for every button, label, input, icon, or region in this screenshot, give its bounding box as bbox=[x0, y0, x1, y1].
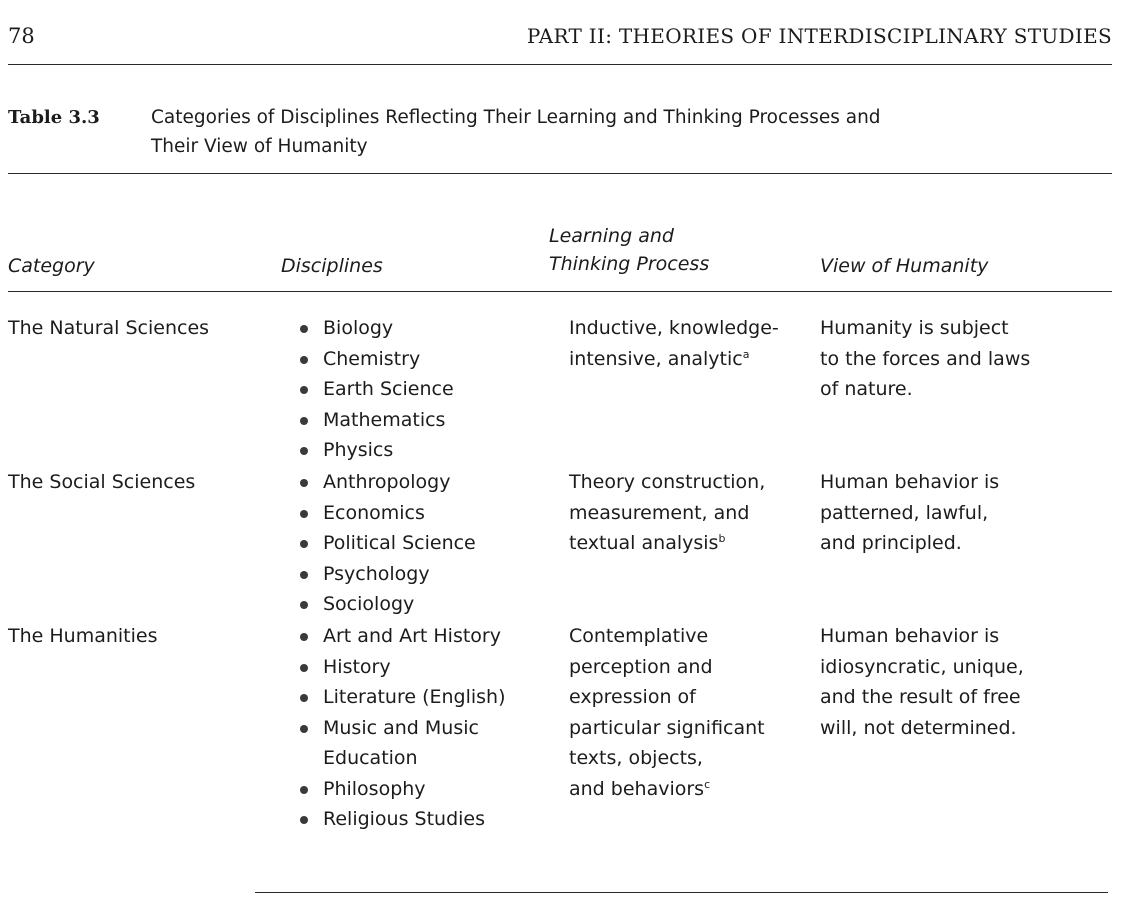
process-line bbox=[569, 313, 807, 344]
view-line: will, not determined. bbox=[820, 716, 1017, 739]
bullet-icon bbox=[300, 386, 308, 394]
process-cell bbox=[569, 313, 807, 374]
discipline-item bbox=[300, 344, 530, 375]
discipline-name: Music and Music bbox=[323, 716, 479, 739]
discipline-item bbox=[300, 374, 530, 405]
discipline-item bbox=[300, 528, 530, 559]
discipline-name: Chemistry bbox=[323, 347, 421, 370]
column-header-process bbox=[549, 222, 779, 278]
bullet-icon bbox=[300, 325, 308, 333]
discipline-item bbox=[300, 652, 530, 683]
discipline-name: Anthropology bbox=[323, 471, 451, 493]
discipline-name: History bbox=[323, 655, 391, 678]
table-title-line: Their View of Humanity bbox=[151, 136, 368, 157]
bullet-icon bbox=[300, 571, 308, 579]
process-line bbox=[569, 621, 807, 652]
bullet-icon bbox=[300, 479, 308, 487]
process-text: Contemplative bbox=[569, 625, 709, 647]
category-cell: The Natural Sciences bbox=[8, 317, 210, 339]
disciplines-list bbox=[300, 313, 530, 466]
process-text: and behaviors bbox=[569, 777, 705, 800]
view-line: of nature. bbox=[820, 378, 913, 400]
process-line bbox=[569, 713, 807, 744]
discipline-item bbox=[300, 435, 530, 466]
process-text: Theory construction, bbox=[569, 471, 766, 493]
process-cell bbox=[569, 467, 807, 559]
process-line bbox=[569, 528, 807, 559]
category-cell: The Social Sciences bbox=[8, 471, 196, 493]
process-text: texts, objects, bbox=[569, 747, 703, 769]
discipline-item bbox=[300, 713, 530, 774]
discipline-name: Earth Science bbox=[323, 378, 454, 400]
table-bottom-rule bbox=[255, 892, 1108, 893]
process-cell bbox=[569, 621, 807, 804]
discipline-name: Psychology bbox=[323, 562, 430, 585]
discipline-item bbox=[300, 589, 530, 620]
discipline-name: Economics bbox=[323, 501, 425, 524]
discipline-item bbox=[300, 498, 530, 529]
page-number: 78 bbox=[8, 24, 35, 48]
process-text: intensive, analytic bbox=[569, 347, 743, 370]
process-text: perception and bbox=[569, 655, 713, 678]
process-text: particular significant bbox=[569, 716, 765, 739]
view-line: and principled. bbox=[820, 532, 962, 554]
discipline-item bbox=[300, 682, 530, 713]
footnote-mark: a bbox=[742, 347, 750, 361]
discipline-item bbox=[300, 559, 530, 590]
bullet-icon bbox=[300, 664, 308, 672]
bullet-icon bbox=[300, 633, 308, 641]
running-head: PART II: THEORIES OF INTERDISCIPLINARY STUDIES bbox=[526, 24, 1112, 48]
discipline-item bbox=[300, 313, 530, 344]
discipline-item bbox=[300, 804, 530, 835]
disciplines-list bbox=[300, 467, 530, 620]
bullet-icon bbox=[300, 601, 308, 609]
page-header bbox=[8, 18, 1112, 54]
discipline-name: Biology bbox=[323, 317, 394, 339]
bullet-icon bbox=[300, 725, 308, 733]
view-line: and the result of free bbox=[820, 686, 1021, 708]
discipline-name: Religious Studies bbox=[323, 808, 486, 830]
discipline-name: Literature (English) bbox=[323, 686, 506, 708]
discipline-item bbox=[300, 621, 530, 652]
discipline-name: Education bbox=[323, 747, 418, 769]
process-text: expression of bbox=[569, 686, 696, 708]
column-header-view: View of Humanity bbox=[820, 255, 989, 277]
view-line: to the forces and laws bbox=[820, 347, 1031, 370]
table-title bbox=[151, 103, 1051, 161]
footnote-mark: c bbox=[704, 777, 711, 791]
view-line: patterned, lawful, bbox=[820, 501, 989, 524]
discipline-name: Mathematics bbox=[323, 408, 446, 431]
process-line bbox=[569, 682, 807, 713]
process-text: measurement, and bbox=[569, 501, 750, 524]
discipline-item bbox=[300, 774, 530, 805]
process-text: Inductive, knowledge- bbox=[569, 317, 779, 339]
view-line: Humanity is subject bbox=[820, 317, 1009, 339]
process-line bbox=[569, 743, 807, 774]
column-header-process-line: Thinking Process bbox=[549, 253, 710, 275]
table-title-line: Categories of Disciplines Reflecting Their Learning and Thinking Processes and bbox=[151, 107, 881, 128]
discipline-name: Political Science bbox=[323, 532, 476, 554]
view-cell bbox=[820, 313, 1120, 405]
view-cell bbox=[820, 467, 1120, 559]
view-cell bbox=[820, 621, 1120, 743]
column-header-category: Category bbox=[8, 255, 95, 277]
process-line bbox=[569, 498, 807, 529]
column-header-rule bbox=[8, 291, 1112, 292]
header-rule bbox=[8, 64, 1112, 65]
process-line bbox=[569, 467, 807, 498]
table-label: Table 3.3 bbox=[8, 107, 100, 128]
bullet-icon bbox=[300, 786, 308, 794]
process-line bbox=[569, 652, 807, 683]
process-text: textual analysis bbox=[569, 532, 719, 554]
caption-rule bbox=[8, 173, 1112, 174]
disciplines-list bbox=[300, 621, 530, 835]
discipline-item bbox=[300, 405, 530, 436]
view-line: Human behavior is bbox=[820, 471, 1000, 493]
discipline-item bbox=[300, 467, 530, 498]
bullet-icon bbox=[300, 356, 308, 364]
category-cell: The Humanities bbox=[8, 625, 158, 647]
bullet-icon bbox=[300, 540, 308, 548]
view-line: idiosyncratic, unique, bbox=[820, 655, 1024, 678]
footnote-mark: b bbox=[718, 532, 726, 545]
bullet-icon bbox=[300, 447, 308, 455]
bullet-icon bbox=[300, 816, 308, 824]
process-line bbox=[569, 774, 807, 805]
bullet-icon bbox=[300, 417, 308, 425]
column-header-process-line: Learning and bbox=[549, 225, 674, 247]
discipline-name: Philosophy bbox=[323, 777, 426, 800]
discipline-name: Art and Art History bbox=[323, 625, 501, 647]
bullet-icon bbox=[300, 694, 308, 702]
discipline-name: Physics bbox=[323, 439, 394, 461]
bullet-icon bbox=[300, 510, 308, 518]
discipline-name: Sociology bbox=[323, 593, 415, 615]
column-header-disciplines: Disciplines bbox=[281, 255, 383, 277]
process-line bbox=[569, 344, 807, 375]
view-line: Human behavior is bbox=[820, 625, 1000, 647]
